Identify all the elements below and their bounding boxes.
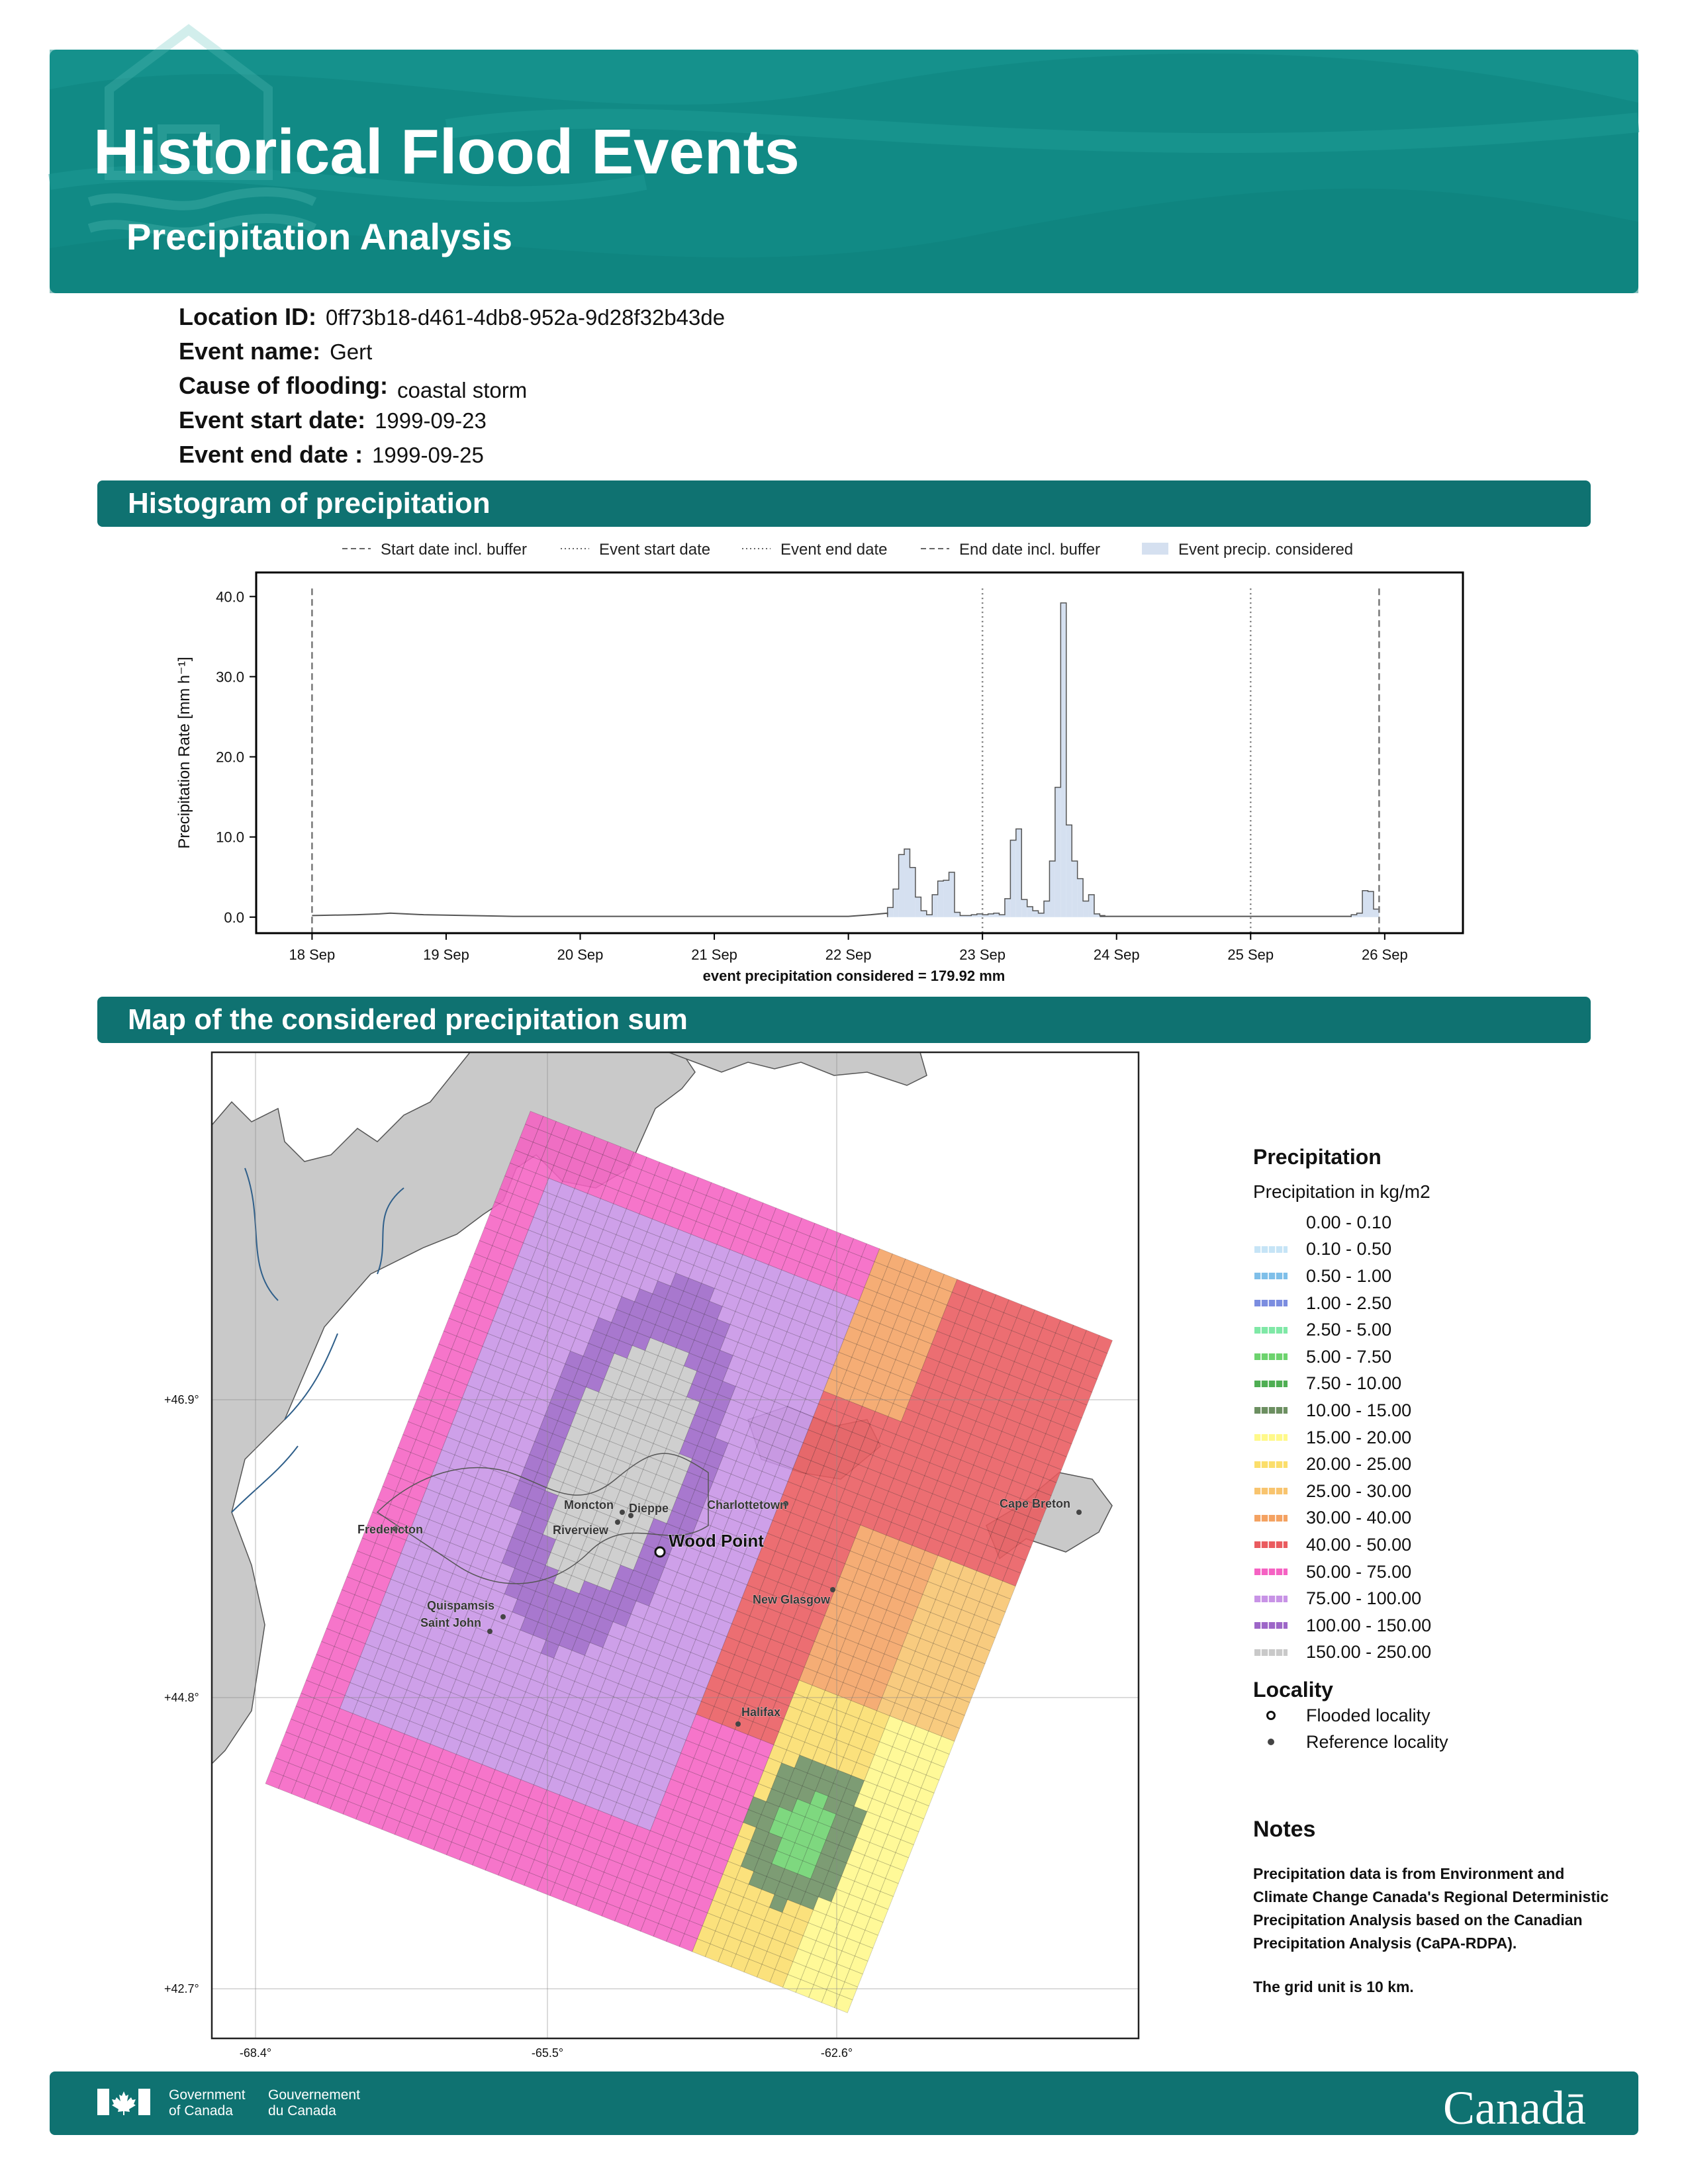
chart-legend-item bbox=[561, 541, 710, 559]
legend-class-label: 5.00 - 7.50 bbox=[1306, 1346, 1392, 1367]
precip-bar bbox=[1033, 911, 1038, 917]
legend-class-item bbox=[1253, 1585, 1624, 1612]
reference-locality-marker bbox=[1268, 1739, 1274, 1745]
locality-label: Riverview bbox=[553, 1524, 609, 1537]
precip-bar bbox=[943, 880, 949, 917]
legend-title: Precipitation bbox=[1253, 1145, 1382, 1169]
legend-class-item bbox=[1253, 1209, 1624, 1236]
gouvernement-du-canada-fr bbox=[268, 2087, 360, 2119]
flooded-locality-marker bbox=[655, 1547, 665, 1557]
gov-fr-line1: Gouvernement bbox=[268, 2087, 360, 2103]
precipitation-histogram bbox=[165, 529, 1529, 993]
legend-swatch bbox=[1254, 1219, 1288, 1226]
legend-class-item bbox=[1253, 1559, 1624, 1586]
legend-swatch bbox=[1254, 1488, 1288, 1494]
cause-value: coastal storm bbox=[397, 378, 528, 402]
flooded-locality-label: Wood Point bbox=[669, 1531, 764, 1551]
legend-class-label: 7.50 - 10.00 bbox=[1306, 1373, 1402, 1394]
precip-bar bbox=[1010, 841, 1015, 917]
locality-label: Charlottetown bbox=[707, 1498, 787, 1512]
legend-class-label: 1.00 - 2.50 bbox=[1306, 1293, 1392, 1313]
chart-legend-item bbox=[742, 541, 887, 559]
legend-class-item bbox=[1253, 1263, 1624, 1290]
x-tick-label: 21 Sep bbox=[691, 946, 737, 963]
locality-label: Cape Breton bbox=[1000, 1497, 1071, 1510]
legend-swatch bbox=[1254, 1515, 1288, 1522]
legend-class-item bbox=[1253, 1451, 1624, 1478]
precip-bar bbox=[1089, 895, 1094, 917]
y-tick-label: 10.0 bbox=[216, 829, 244, 846]
legend-class-item bbox=[1253, 1424, 1624, 1451]
precip-bar bbox=[949, 872, 955, 917]
legend-swatch bbox=[1254, 1461, 1288, 1468]
precip-bar bbox=[1049, 861, 1055, 917]
legend-class-item bbox=[1253, 1612, 1624, 1639]
end-date-value: 1999-09-25 bbox=[372, 443, 484, 467]
canada-flag-icon bbox=[97, 2089, 150, 2115]
legend-class-label: 20.00 - 25.00 bbox=[1306, 1454, 1412, 1475]
legend-swatch bbox=[1254, 1622, 1288, 1629]
precip-bar bbox=[1027, 907, 1033, 917]
legend-label: Event start date bbox=[599, 541, 711, 559]
precip-bar bbox=[1055, 788, 1060, 917]
cause-row bbox=[179, 372, 725, 406]
notes-title: Notes bbox=[1253, 1817, 1316, 1842]
legend-class-item bbox=[1253, 1397, 1624, 1424]
legend-swatch bbox=[1254, 1596, 1288, 1602]
legend-swatch bbox=[1254, 1541, 1288, 1548]
legend-class-item bbox=[1253, 1478, 1624, 1505]
legend-swatch bbox=[1254, 1649, 1288, 1656]
locality-label: Saint John bbox=[420, 1616, 482, 1629]
legend-class-label: 0.10 - 0.50 bbox=[1306, 1239, 1392, 1259]
legend-classes bbox=[1253, 1209, 1624, 1666]
cause-label: Cause of flooding: bbox=[179, 372, 388, 399]
event-metadata bbox=[179, 303, 725, 475]
latitude-label: +46.9° bbox=[164, 1393, 199, 1406]
event-name-row bbox=[179, 338, 725, 372]
precip-bar bbox=[910, 868, 915, 917]
precip-bar bbox=[1362, 891, 1368, 917]
legend-class-item bbox=[1253, 1316, 1624, 1343]
locality-label: Moncton bbox=[564, 1498, 614, 1512]
flooded-locality-label: Flooded locality bbox=[1306, 1705, 1430, 1725]
legend-swatch bbox=[1254, 1569, 1288, 1575]
legend-class-item bbox=[1253, 1290, 1624, 1317]
reference-locality-dot bbox=[487, 1629, 492, 1634]
x-tick-label: 18 Sep bbox=[289, 946, 336, 963]
precip-bar bbox=[1374, 909, 1379, 917]
locality-label: Quispamsis bbox=[427, 1599, 495, 1612]
precip-bar bbox=[1072, 861, 1077, 917]
header-banner bbox=[50, 50, 1638, 293]
footer-bar bbox=[50, 2071, 1638, 2135]
latitude-label: +44.8° bbox=[164, 1691, 199, 1704]
histogram-section-header: Histogram of precipitation bbox=[97, 480, 1591, 527]
canada-wordmark: Canadā bbox=[1443, 2081, 1586, 2134]
flooded-locality-marker bbox=[1266, 1711, 1276, 1720]
legend-swatch bbox=[1254, 1434, 1288, 1441]
event-name-value: Gert bbox=[330, 340, 373, 364]
longitude-label: -65.5° bbox=[531, 2046, 564, 2060]
reference-locality-label: Reference locality bbox=[1306, 1731, 1448, 1752]
legend-patch bbox=[1142, 543, 1168, 555]
precip-bar bbox=[893, 889, 898, 917]
gov-fr-line2: du Canada bbox=[268, 2103, 336, 2118]
x-tick-label: 22 Sep bbox=[825, 946, 872, 963]
legend-class-label: 100.00 - 150.00 bbox=[1306, 1615, 1432, 1635]
legend-swatch bbox=[1254, 1353, 1288, 1360]
precip-bar bbox=[955, 913, 960, 917]
reference-locality-dot bbox=[830, 1587, 835, 1592]
legend-class-label: 0.00 - 0.10 bbox=[1306, 1212, 1392, 1232]
latitude-label: +42.7° bbox=[164, 1982, 199, 1995]
precip-bar bbox=[1039, 913, 1044, 917]
legend-class-item bbox=[1253, 1531, 1624, 1559]
location-id-label: Location ID: bbox=[179, 303, 316, 330]
x-tick-label: 19 Sep bbox=[423, 946, 469, 963]
precip-bar bbox=[1044, 901, 1049, 917]
y-axis-label: Precipitation Rate [mm h⁻¹] bbox=[175, 657, 193, 849]
longitude-label: -62.6° bbox=[820, 2046, 853, 2060]
notes-text: Precipitation data is from Environment and Climate Change Canada's Regional Deterministic Precipitation Analysis based on the Canadian Precipitation Analysis (CaPA-RDPA). bbox=[1253, 1865, 1609, 1952]
legend-swatch bbox=[1254, 1300, 1288, 1306]
legend-class-label: 25.00 - 30.00 bbox=[1306, 1480, 1412, 1501]
x-tick-label: 24 Sep bbox=[1093, 946, 1140, 963]
plot-frame bbox=[256, 572, 1463, 933]
precip-bar bbox=[1368, 891, 1374, 917]
legend-class-label: 30.00 - 40.00 bbox=[1306, 1508, 1412, 1528]
gov-en-line1: Government bbox=[169, 2087, 246, 2103]
page-title: Historical Flood Events bbox=[93, 116, 800, 187]
x-tick-label: 26 Sep bbox=[1361, 946, 1408, 963]
precip-bar bbox=[1005, 899, 1010, 917]
legend-swatch bbox=[1254, 1273, 1288, 1279]
y-tick-label: 20.0 bbox=[216, 749, 244, 766]
precip-bar bbox=[938, 881, 943, 917]
reference-locality-dot bbox=[1076, 1510, 1082, 1515]
precip-baseline bbox=[312, 913, 887, 917]
precip-bar bbox=[1083, 901, 1088, 917]
page-subtitle: Precipitation Analysis bbox=[126, 216, 512, 257]
end-date-label: Event end date : bbox=[179, 441, 363, 468]
precip-bar bbox=[1357, 913, 1362, 917]
precipitation-map bbox=[164, 1049, 1152, 2060]
legend-swatch bbox=[1254, 1407, 1288, 1414]
legend-label: End date incl. buffer bbox=[959, 541, 1101, 559]
precip-bar bbox=[921, 911, 926, 917]
legend-class-item bbox=[1253, 1639, 1624, 1666]
map-legend bbox=[1253, 1145, 1624, 1755]
legend-class-item bbox=[1253, 1236, 1624, 1263]
precip-step-outline bbox=[888, 603, 1380, 917]
precip-bar bbox=[1060, 603, 1066, 917]
gov-en-line2: of Canada bbox=[169, 2103, 233, 2118]
reference-locality-dot bbox=[500, 1614, 506, 1619]
legend-class-label: 2.50 - 5.00 bbox=[1306, 1320, 1392, 1340]
map-section-header: Map of the considered precipitation sum bbox=[97, 997, 1591, 1043]
legend-swatch bbox=[1254, 1246, 1288, 1253]
x-tick-label: 20 Sep bbox=[557, 946, 604, 963]
government-of-canada-en bbox=[169, 2087, 246, 2119]
legend-class-item bbox=[1253, 1343, 1624, 1371]
legend-class-label: 150.00 - 250.00 bbox=[1306, 1642, 1432, 1662]
legend-flooded-locality bbox=[1253, 1702, 1624, 1729]
precip-bar bbox=[1016, 829, 1021, 917]
end-date-row bbox=[179, 441, 725, 475]
y-tick-label: 40.0 bbox=[216, 588, 244, 606]
legend-class-label: 15.00 - 20.00 bbox=[1306, 1427, 1412, 1447]
precip-bar bbox=[899, 854, 904, 917]
legend-label: Event end date bbox=[780, 541, 888, 559]
notes-grid-unit: The grid unit is 10 km. bbox=[1253, 1978, 1414, 1995]
precip-bar bbox=[1066, 825, 1072, 917]
legend-label: Event precip. considered bbox=[1178, 541, 1354, 559]
precip-bar bbox=[994, 913, 999, 917]
legend-class-label: 10.00 - 15.00 bbox=[1306, 1400, 1412, 1420]
legend-class-label: 0.50 - 1.00 bbox=[1306, 1265, 1392, 1286]
precip-bar bbox=[888, 907, 893, 917]
legend-reference-locality bbox=[1253, 1729, 1624, 1755]
legend-class-label: 50.00 - 75.00 bbox=[1306, 1561, 1412, 1582]
start-date-value: 1999-09-23 bbox=[375, 408, 487, 433]
event-precip-annotation: event precipitation considered = 179.92 mm bbox=[702, 968, 1006, 984]
longitude-label: -68.4° bbox=[239, 2046, 272, 2060]
start-date-row bbox=[179, 406, 725, 441]
legend-class-item bbox=[1253, 1505, 1624, 1532]
start-date-label: Event start date: bbox=[179, 406, 366, 433]
location-id-value: 0ff73b18-d461-4db8-952a-9d28f32b43de bbox=[325, 305, 726, 330]
chart-legend-item bbox=[921, 541, 1100, 559]
precip-bar bbox=[1078, 879, 1083, 917]
y-tick-label: 0.0 bbox=[224, 909, 244, 926]
legend-subtitle: Precipitation in kg/m2 bbox=[1253, 1181, 1430, 1202]
locality-label: Dieppe bbox=[629, 1502, 669, 1515]
precip-bar bbox=[1021, 899, 1027, 917]
legend-class-label: 75.00 - 100.00 bbox=[1306, 1588, 1422, 1609]
locality-legend-title: Locality bbox=[1253, 1678, 1333, 1702]
legend-swatch bbox=[1254, 1327, 1288, 1334]
locality-label: Fredericton bbox=[357, 1523, 424, 1536]
precip-bar bbox=[904, 849, 910, 917]
notes-panel bbox=[1253, 1817, 1611, 1996]
legend-swatch bbox=[1254, 1381, 1288, 1387]
reference-locality-dot bbox=[620, 1510, 625, 1515]
chart-legend-item bbox=[342, 541, 527, 559]
x-tick-label: 23 Sep bbox=[959, 946, 1006, 963]
event-name-label: Event name: bbox=[179, 338, 321, 365]
precip-bar bbox=[915, 897, 921, 917]
precip-bar bbox=[932, 895, 937, 917]
locality-label: Halifax bbox=[741, 1706, 781, 1719]
chart-legend-item bbox=[1142, 541, 1353, 559]
x-tick-label: 25 Sep bbox=[1227, 946, 1274, 963]
location-id-row bbox=[179, 303, 725, 338]
y-tick-label: 30.0 bbox=[216, 668, 244, 686]
reference-locality-dot bbox=[615, 1520, 620, 1525]
legend-label: Start date incl. buffer bbox=[381, 541, 528, 559]
locality-label: New Glasgow bbox=[753, 1593, 831, 1606]
reference-locality-dot bbox=[735, 1721, 741, 1727]
legend-class-item bbox=[1253, 1371, 1624, 1398]
legend-class-label: 40.00 - 50.00 bbox=[1306, 1534, 1412, 1555]
